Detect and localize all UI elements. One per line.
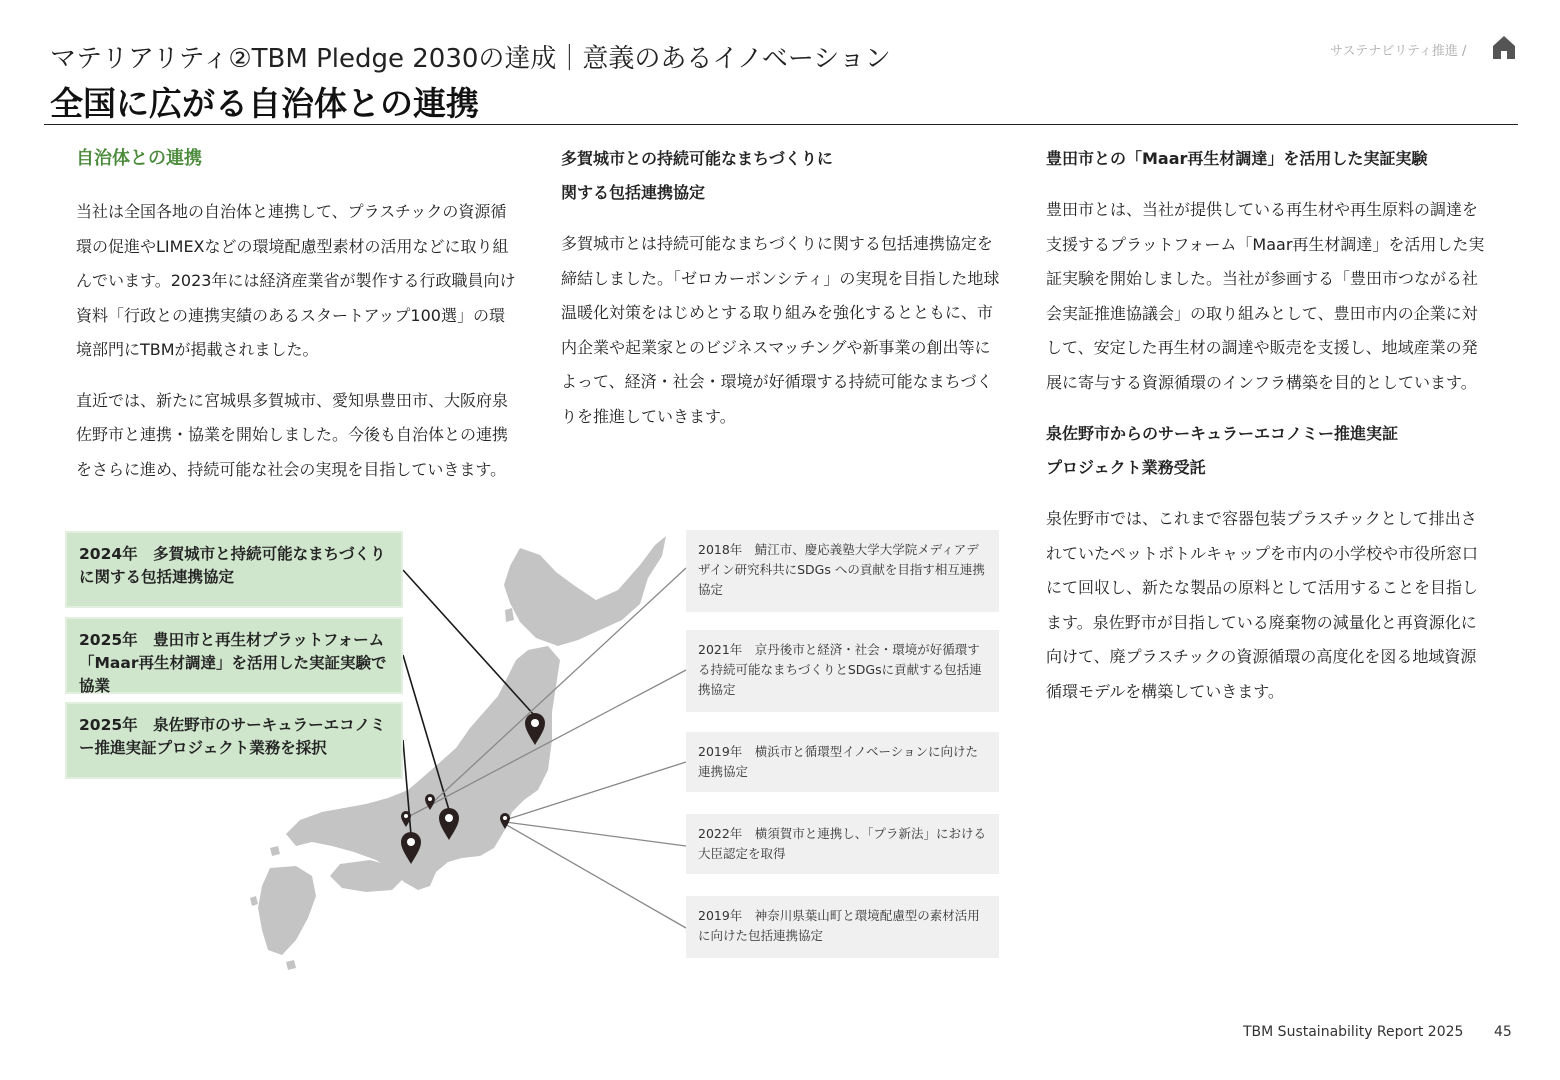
connector-yokosuka — [505, 822, 686, 846]
event-box-4 — [686, 814, 999, 874]
col3-section1-title: 豊田市との「Maar再生材調達」を活用した実証実験 — [1046, 149, 1428, 168]
timeline-box-text: 2025年 豊田市と再生材プラットフォーム「Maar再生材調達」を活用した実証実験で協業 — [79, 631, 387, 695]
timeline-box-text: 2024年 多賀城市と持続可能なまちづくりに関する包括連携協定 — [79, 545, 386, 586]
col3-section2-title-line1: 泉佐野市からのサーキュラーエコノミー推進実証 — [1046, 424, 1399, 443]
timeline-box-1 — [65, 531, 403, 608]
breadcrumb[interactable]: サステナビリティ推進 / — [1330, 44, 1467, 59]
col1-paragraph-2: 直近では、新たに宮城県多賀城市、愛知県豊田市、大阪府泉佐野市と連携・協業を開始しました。今後も自治体との連携をさらに進め、持続可能な社会の実現を目指していきます。 — [76, 390, 509, 479]
timeline-box-3 — [65, 702, 403, 779]
event-box-text: 2022年 横須賀市と連携し、「プラ新法」における大臣認定を取得 — [698, 826, 987, 861]
col3-section2-body: 泉佐野市では、これまで容器包装プラスチックとして排出されていたペットボトルキャップを市内の小学校や市役所窓口にて回収し、新たな製品の原料として活用することを目指します。泉佐野市が目指している廃棄物の減量化と再資源化に向けて、廃プラスチックの資源循環の高度化を図る地域資源循環モデルを構築していきます。 — [1046, 509, 1479, 701]
event-box-text: 2019年 神奈川県葉山町と環境配慮型の素材活用に向けた包括連携協定 — [698, 908, 980, 943]
connector-hayama — [505, 824, 686, 928]
section-subtitle: マテリアリティ②TBM Pledge 2030の達成｜意義のあるイノベーション — [50, 44, 891, 74]
event-box-5 — [686, 896, 999, 958]
col3-section1-body: 豊田市とは、当社が提供している再生材や再生原料の調達を支援するプラットフォーム「Maar再生材調達」を活用した実証実験を開始しました。当社が参画する「豊田市つながる社会実証推進協議会」の取り組みとして、豊田市内の企業に対して、安定した再生材の調達や販売を支援し、地域産業の発展に寄与する資源循環のインフラ構築を目的としています。 — [1046, 200, 1485, 392]
event-box-text: 2021年 京丹後市と経済・社会・環境が好循環する持続可能なまちづくりとSDGsに貢献する包括連携協定 — [698, 642, 982, 697]
col2-title-line2: 関する包括連携協定 — [561, 183, 706, 202]
event-box-2 — [686, 630, 999, 712]
col2-body: 多賀城市とは持続可能なまちづくりに関する包括連携協定を締結しました。「ゼロカーボンシティ」の実現を目指した地球温暖化対策をはじめとする取り組みを強化するとともに、市内企業や起業家とのビジネスマッチングや新事業の創出等によって、経済・社会・環境が好循環する持続可能なまちづくりを推進していきます。 — [561, 234, 1000, 426]
footer-report-title: TBM Sustainability Report 2025 — [1243, 1024, 1464, 1040]
timeline-box-2 — [65, 617, 403, 694]
col3-section2-title-line2: プロジェクト業務受託 — [1046, 458, 1206, 477]
event-box-text: 2018年 鯖江市、慶応義塾大学大学院メディアデザイン研究科共にSDGs への貢献を目指す相互連携協定 — [698, 542, 985, 597]
event-box-1 — [686, 530, 999, 612]
page-number: 45 — [1494, 1024, 1512, 1040]
event-box-3 — [686, 732, 999, 792]
col2-title-line1: 多賀城市との持続可能なまちづくりに — [561, 149, 833, 168]
col1-paragraph-1: 当社は全国各地の自治体と連携して、プラスチックの資源循環の促進やLIMEXなどの環境配慮型素材の活用などに取り組んでいます。2023年には経済産業省が製作する行政職員向け資料「行政との連携実績のあるスタートアップ100選」の環境部門にTBMが掲載されました。 — [76, 202, 516, 359]
event-box-text: 2019年 横浜市と循環型イノベーションに向けた連携協定 — [698, 744, 979, 779]
page-title: 全国に広がる自治体との連携 — [50, 84, 479, 123]
timeline-box-text: 2025年 泉佐野市のサーキュラーエコノミー推進実証プロジェクト業務を採択 — [79, 716, 386, 757]
col1-title: 自治体との連携 — [76, 148, 202, 169]
